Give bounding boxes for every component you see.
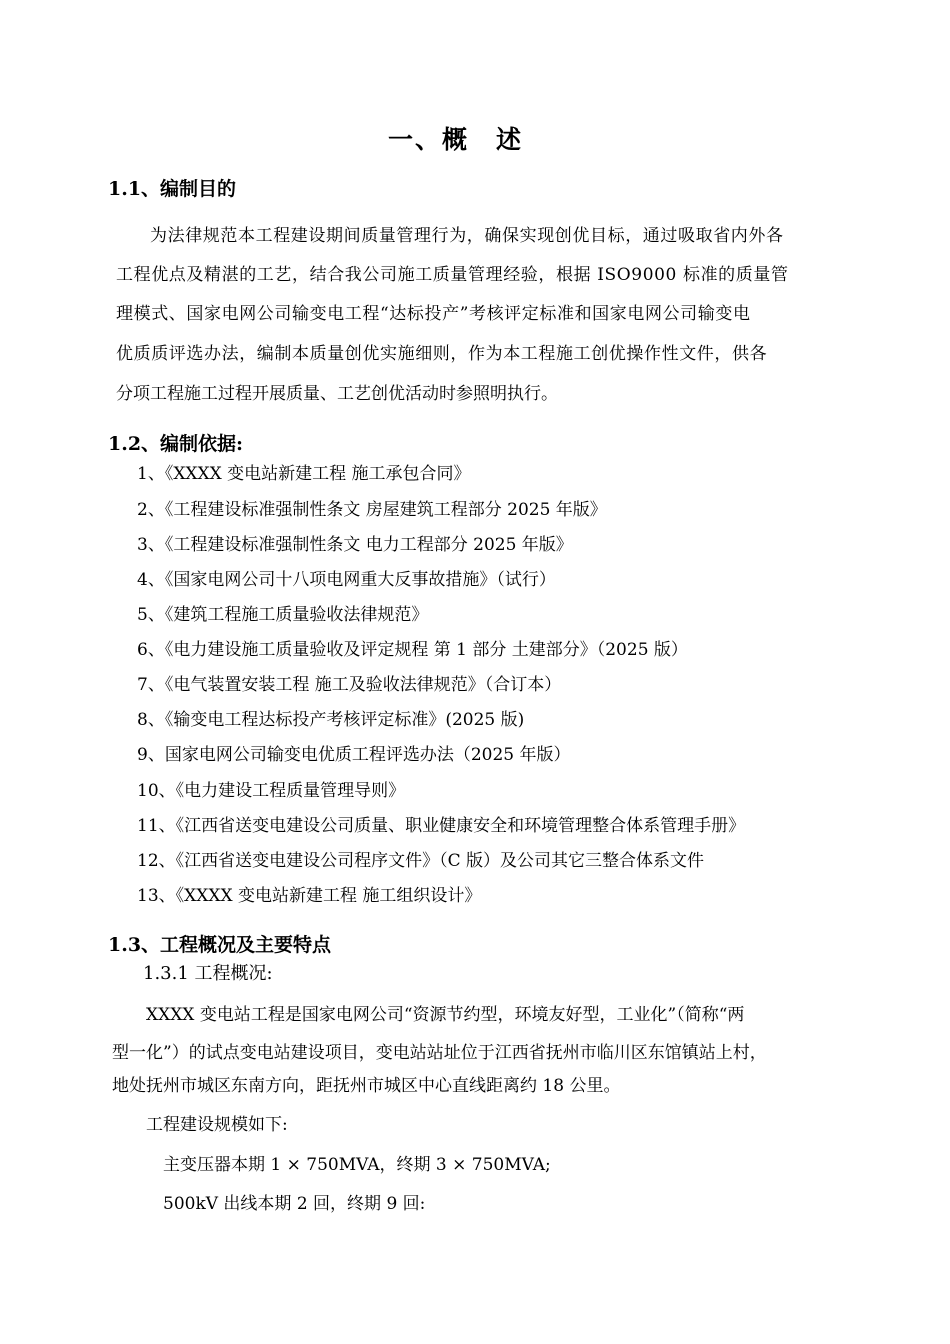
reference-item: 5、《建筑工程施工质量验收法律规范》 bbox=[137, 605, 429, 625]
paragraph-line: 理模式、国家电网公司输变电工程“达标投产”考核评定标准和国家电网公司输变电 bbox=[116, 304, 751, 324]
scale-item: 500kV 出线本期 2 回，终期 9 回: bbox=[163, 1194, 426, 1214]
reference-item: 8、《输变电工程达标投产考核评定标准》(2025 版) bbox=[137, 710, 525, 730]
reference-item: 7、《电气装置安装工程 施工及验收法律规范》（合订本） bbox=[137, 675, 562, 695]
reference-item: 12、《江西省送变电建设公司程序文件》（C 版）及公司其它三整合体系文件 bbox=[137, 851, 705, 871]
paragraph-line: 地处抚州市城区东南方向，距抚州市城区中心直线距离约 18 公里。 bbox=[112, 1076, 621, 1096]
reference-item: 4、《国家电网公司十八项电网重大反事故措施》（试行） bbox=[137, 570, 556, 590]
scale-item: 主变压器本期 1 × 750MVA，终期 3 × 750MVA; bbox=[163, 1155, 551, 1175]
reference-item: 6、《电力建设施工质量验收及评定规程 第 1 部分 土建部分》（2025 版） bbox=[137, 640, 688, 660]
paragraph-line: 优质质评选办法，编制本质量创优实施细则，作为本工程施工创优操作性文件，供各 bbox=[116, 344, 768, 364]
paragraph-line: 型一化”）的试点变电站建设项目，变电站站址位于江西省抚州市临川区东馆镇站上村， bbox=[112, 1043, 767, 1063]
paragraph-line: 为法律规范本工程建设期间质量管理行为，确保实现创优目标，通过吸取省内外各 bbox=[150, 226, 784, 246]
reference-item: 11、《江西省送变电建设公司质量、职业健康安全和环境管理整合体系管理手册》 bbox=[137, 816, 746, 836]
scale-intro: 工程建设规模如下: bbox=[146, 1115, 288, 1135]
paragraph-line: 分项工程施工过程开展质量、工艺创优活动时参照明执行。 bbox=[116, 384, 558, 404]
paragraph-line: 工程优点及精湛的工艺，结合我公司施工质量管理经验，根据 ISO9000 标准的质量管 bbox=[116, 265, 789, 285]
page-title: 一、概 述 bbox=[388, 125, 524, 154]
section-heading-1-3: 1.3、工程概况及主要特点 bbox=[108, 934, 332, 956]
paragraph-line: XXXX 变电站工程是国家电网公司“资源节约型，环境友好型，工业化”（简称“两 bbox=[146, 1005, 745, 1025]
reference-item: 3、《工程建设标准强制性条文 电力工程部分 2025 年版》 bbox=[137, 535, 573, 555]
reference-item: 13、《XXXX 变电站新建工程 施工组织设计》 bbox=[137, 886, 482, 906]
reference-item: 9、国家电网公司输变电优质工程评选办法（2025 年版） bbox=[137, 745, 571, 765]
subsection-heading-1-3-1: 1.3.1 工程概况: bbox=[143, 963, 273, 984]
section-heading-1-2: 1.2、编制依据: bbox=[108, 433, 244, 455]
reference-item: 1、《XXXX 变电站新建工程 施工承包合同》 bbox=[137, 464, 471, 484]
reference-item: 10、《电力建设工程质量管理导则》 bbox=[137, 781, 406, 801]
section-heading-1-1: 1.1、编制目的 bbox=[108, 178, 237, 200]
reference-item: 2、《工程建设标准强制性条文 房屋建筑工程部分 2025 年版》 bbox=[137, 500, 607, 520]
